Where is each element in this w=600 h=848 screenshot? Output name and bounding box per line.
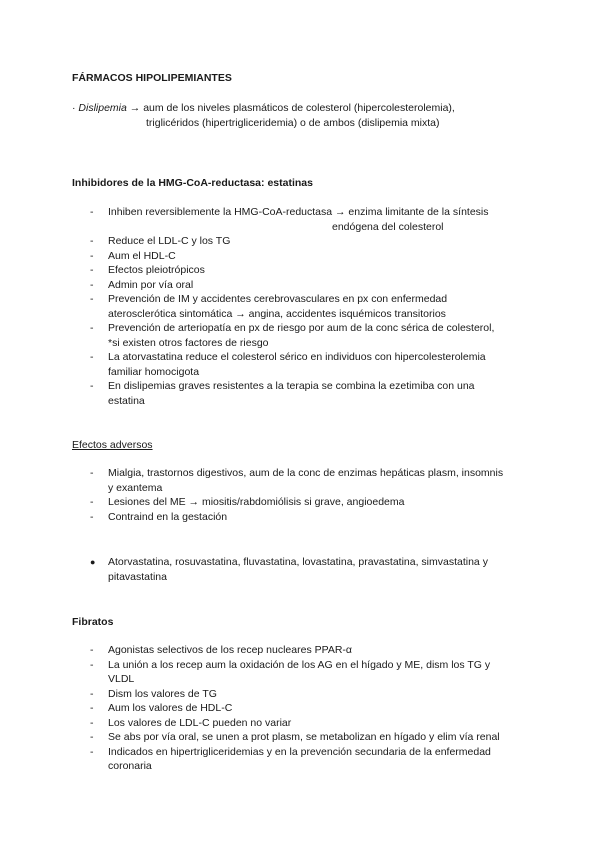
- list-item: - Prevención de arteriopatía en px de riesgo por aum de la conc sérica de colesterol, *si existen otros factores de riesgo: [90, 322, 495, 349]
- intro-line1: aum de los niveles plasmáticos de colesterol (hipercolesterolemia),: [143, 102, 455, 114]
- adverse-heading: Efectos adversos: [72, 439, 153, 451]
- list-item: - Lesiones del ME → miositis/rabdomiólisis si grave, angioedema: [90, 496, 405, 508]
- list-item: - En dislipemias graves resistentes a la terapia se combina la ezetimiba con una estatina: [90, 380, 475, 407]
- intro-bullet: ·: [72, 102, 76, 114]
- intro-paragraph: [72, 101, 572, 131]
- adverse-list: [88, 466, 528, 524]
- fibrates-heading: Fibratos: [72, 616, 114, 628]
- list-item: - Indicados en hipertrigliceridemias y en la prevención secundaria de la enfermedad coronaria: [90, 745, 491, 772]
- list-item: - Reduce el LDL-C y los TG: [90, 235, 231, 247]
- intro-arrow: →: [129, 102, 141, 114]
- intro-line2: triglicéridos (hipertrigliceridemia) o de ambos (dislipemia mixta): [146, 117, 440, 129]
- list-item: - Admin por vía oral: [90, 278, 194, 291]
- list-item: - Aum el HDL-C: [90, 249, 176, 262]
- list-item: - Los valores de LDL-C pueden no variar: [90, 716, 292, 729]
- list-item: - Agonistas selectivos de los recep nucleares PPAR-α: [90, 644, 352, 656]
- list-item: - Prevención de IM y accidentes cerebrovasculares en px con enfermedad aterosclerótica sintomática → angina, accidentes isquémicos transitorios: [90, 293, 448, 320]
- fibrates-list: [88, 643, 528, 774]
- list-item: - Aum los valores de HDL-C: [90, 702, 233, 714]
- list-item: - Dism los valores de TG: [90, 687, 217, 700]
- intro-term: Dislipemia: [78, 102, 127, 114]
- list-item: - Inhiben reversiblemente la HMG-CoA-reductasa → enzima limitante de la síntesis endógena del colesterol: [90, 206, 489, 233]
- list-item: - Mialgia, trastornos digestivos, aum de la conc de enzimas hepáticas plasm, insomnis y exantema: [90, 467, 504, 494]
- list-item: - Efectos pleiotrópicos: [90, 264, 205, 276]
- list-item: - Se abs por vía oral, se unen a prot plasm, se metabolizan en hígado y elim vía renal: [90, 731, 500, 743]
- list-item: - La atorvastatina reduce el colesterol sérico en individuos con hipercolesterolemia familiar homocigota: [90, 351, 486, 378]
- list-item: ● Atorvastatina, rosuvastatina, fluvastatina, lovastatina, pravastatina, simvastatina y pitavastatina: [90, 556, 488, 583]
- list-item: - La unión a los recep aum la oxidación de los AG en el hígado y ME, dism los TG y VLDL: [90, 658, 491, 685]
- page-title: FÁRMACOS HIPOLIPEMIANTES: [72, 72, 232, 84]
- statins-list: [88, 205, 528, 408]
- drugs-list: [88, 555, 528, 584]
- list-item: - Contraind en la gestación: [90, 510, 228, 523]
- statins-heading: Inhibidores de la HMG-CoA-reductasa: estatinas: [72, 177, 313, 189]
